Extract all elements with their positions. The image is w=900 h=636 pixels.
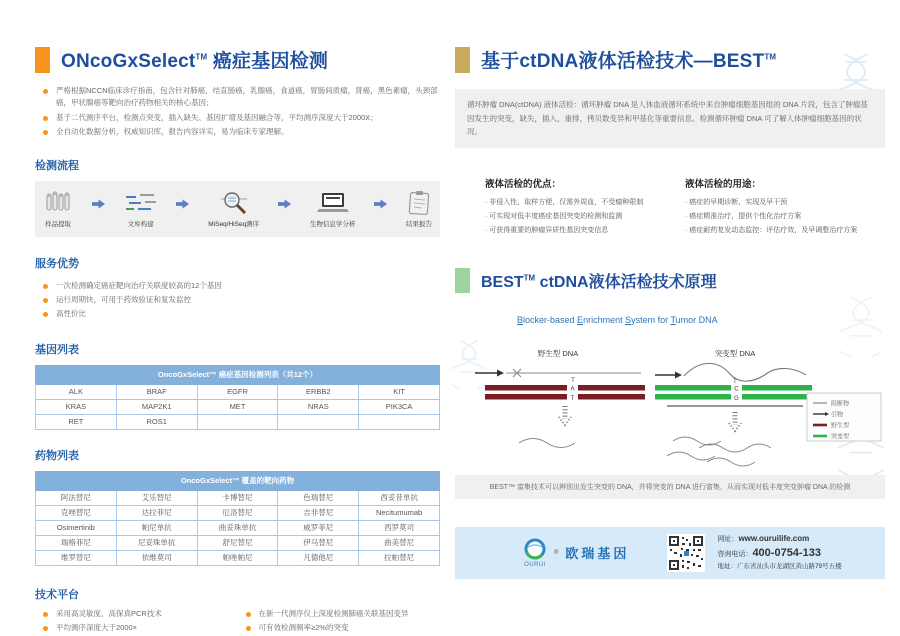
table-cell: RET	[36, 414, 117, 429]
table-cell: Necitumumab	[359, 505, 440, 520]
laptop-icon	[317, 190, 349, 216]
ourui-logo-icon	[523, 537, 547, 561]
process-step-sequencing	[208, 190, 259, 228]
contact-info	[717, 533, 841, 573]
table-cell: 卡博替尼	[197, 490, 278, 505]
biopsy-pros	[485, 176, 685, 238]
table-cell: 凡德他尼	[278, 550, 359, 565]
diagram-legend	[807, 393, 881, 441]
table-cell: 舒尼替尼	[197, 535, 278, 550]
arrow-right-icon	[176, 199, 189, 209]
subtitle-part: E	[577, 314, 584, 325]
report-clipboard-icon	[406, 190, 432, 216]
logo-mark	[523, 537, 547, 568]
table-cell: 曲美替尼	[359, 535, 440, 550]
best-principle-title-row	[455, 268, 885, 293]
mutant-anchor-base: T	[733, 378, 737, 385]
liquid-biopsy-lists	[455, 176, 885, 238]
process-step-library	[124, 190, 158, 228]
process-step-label: 文库构建	[127, 220, 154, 228]
wild-mismatch-base: T	[571, 377, 575, 384]
subtitle-part: locker-based	[523, 314, 578, 325]
drug-table	[35, 471, 440, 566]
company-logo	[523, 537, 629, 568]
table-cell: 西妥昔单抗	[359, 490, 440, 505]
table-row	[36, 399, 440, 414]
mutant-type-label: 突变型 DNA	[714, 348, 756, 358]
table-cell: 维罗替尼	[36, 550, 117, 565]
mutant-base-top: C	[734, 386, 739, 392]
table-cell: 拉帕替尼	[359, 550, 440, 565]
bullet-item: 平均测序深度大于2000×	[43, 622, 238, 634]
subtitle-part: nrichment	[583, 314, 626, 325]
table-row	[36, 535, 440, 550]
phone-label: 咨询电话：	[717, 551, 753, 559]
mutant-base-bottom: G	[734, 395, 739, 402]
bullet-item: 一次检测确定癌症靶向治疗关联度较高的12个基因	[43, 280, 440, 292]
subtitle-part: B	[517, 314, 524, 325]
table-cell: KRAS	[36, 399, 117, 414]
table-cell	[278, 414, 359, 429]
bullet-item: 运行周期快，可用于药效验证和复发监控	[43, 294, 440, 306]
advantages-bullet-list	[43, 280, 440, 321]
uses-list	[685, 196, 879, 238]
table-cell: MET	[197, 399, 278, 414]
table-cell: 色瑞替尼	[278, 490, 359, 505]
platform-bullets-right	[246, 608, 441, 636]
process-step-label: MiSeq/HiSeq测序	[208, 220, 260, 228]
address-line	[717, 562, 841, 572]
bullet-item: 基于二代测序平台，检测点突变，插入缺失、基因扩增及基因融合等，平均测序深度大于2000X；	[43, 112, 440, 124]
table-cell: Osimertinib	[36, 520, 117, 535]
gene-table	[35, 365, 440, 430]
table-cell: 瑞格菲尼	[36, 535, 117, 550]
bullet-item: 在新一代测序仪上深度检测肺癌关联基因变异	[246, 608, 441, 620]
pros-list	[485, 196, 679, 238]
uses-heading: 液体活检的用途：	[685, 178, 762, 190]
legend-primer: 引物	[831, 412, 844, 418]
wild-type-label: 野生型 DNA	[537, 348, 579, 358]
section-heading-platform: 技术平台	[35, 588, 79, 601]
website-line	[717, 533, 841, 546]
bullet-item: 严格根据NCCN临床诊疗指南，包含针对肺癌，结直肠癌，乳腺癌，食道癌，胃肠间质瘤，肾癌，黑色素瘤，头颈部癌，甲状腺癌等靶向治疗药物相关的核心基因；	[43, 85, 440, 110]
bullet-item: 高性价比	[43, 308, 440, 320]
arrow-right-icon	[92, 199, 105, 209]
table-cell: 厄洛替尼	[197, 505, 278, 520]
title-accent-square	[455, 47, 470, 73]
table-cell: 曲妥珠单抗	[197, 520, 278, 535]
process-step-report	[406, 190, 432, 228]
subtitle-part: umor DNA	[675, 314, 718, 325]
bullet-item: · 癌症的早期诊断，实现及早干预	[685, 196, 879, 210]
process-step-sample	[43, 190, 73, 228]
table-cell: 克唑替尼	[36, 505, 117, 520]
registered-mark: ®	[554, 549, 559, 556]
table-cell: ERBB2	[278, 384, 359, 399]
qr-code	[667, 534, 705, 572]
process-step-label: 样品提取	[45, 220, 71, 228]
table-cell: 吉非替尼	[278, 505, 359, 520]
dna-fragments-icon	[124, 190, 158, 216]
table-cell: 尼妥珠单抗	[116, 535, 197, 550]
website-label: 网址：	[717, 535, 739, 543]
subtitle-part: T	[670, 314, 676, 325]
page-title-left: ONcoGxSelect™ 癌症基因检测	[61, 51, 329, 72]
phone-line	[717, 545, 841, 562]
table-cell: PIK3CA	[359, 399, 440, 414]
table-cell: EGFR	[197, 384, 278, 399]
trademark-mark: TM	[195, 52, 208, 62]
table-cell: 帕唑帕尼	[197, 550, 278, 565]
page-title-right: 基于ctDNA液体活检技术—BEST™	[481, 51, 777, 72]
sample-tubes-icon	[43, 190, 73, 216]
legend-blocker: 阻断物	[831, 401, 850, 407]
table-cell: KIT	[359, 384, 440, 399]
section-heading-advantages: 服务优势	[35, 257, 79, 270]
process-step-bioinformatics	[310, 190, 356, 228]
wild-base-bottom: T	[570, 395, 575, 402]
table-cell: 依维莫司	[116, 550, 197, 565]
table-cell: 帕尼单抗	[116, 520, 197, 535]
left-column	[35, 46, 440, 636]
table-row	[36, 384, 440, 399]
logo-sub-text: OURUI	[524, 562, 546, 568]
best-acronym-subtitle	[517, 315, 885, 325]
best-enrichment-note: BEST™ 富集技术可以辨别出发生突变的 DNA，并将突变的 DNA 进行富集，从而实现对低丰度突变肿瘤 DNA 的检测	[455, 475, 885, 499]
table-cell: ROS1	[116, 414, 197, 429]
trademark-mark: TM	[523, 273, 536, 283]
bullet-item: · 癌症精准治疗，提供个性化治疗方案	[685, 210, 879, 224]
drug-table-title: OncoGxSelect™ 覆盖的靶向药物	[36, 471, 440, 490]
ctdna-intro-paragraph: 循环肿瘤 DNA(ctDNA) 液体活检：循环肿瘤 DNA 是人体血液循环系统中来自肿瘤细胞基因组的 DNA 片段，包含了肿瘤基因发生的突变，缺失，插入，重排，拷贝数变异和甲基化等重要信息。检测循环肿瘤 DNA 可了解人体肿瘤细胞基因的状况。	[455, 89, 885, 148]
platform-columns	[35, 606, 440, 636]
footer-bar	[455, 527, 885, 579]
best-principle-title: BEST™ ctDNA液体活检技术原理	[481, 273, 717, 291]
table-cell: 伊马替尼	[278, 535, 359, 550]
right-column	[455, 46, 885, 579]
biopsy-uses	[685, 176, 885, 238]
section-heading-genes: 基因列表	[35, 343, 79, 356]
table-cell	[197, 414, 278, 429]
table-cell: 艾乐替尼	[116, 490, 197, 505]
section-heading-process: 检测流程	[35, 159, 79, 172]
table-row	[36, 414, 440, 429]
process-step-label: 结果报告	[405, 220, 432, 228]
section-heading-drugs: 药物列表	[35, 449, 79, 462]
process-flow	[35, 181, 440, 237]
bullet-item: · 癌症耐药复发动态监控：评估疗效，及早调整治疗方案	[685, 224, 879, 238]
bullet-item: · 可实现对低丰度癌症基因突变的检测和监测	[485, 210, 679, 224]
title-accent-square	[455, 268, 470, 293]
process-step-label: 生物信息学分析	[309, 220, 356, 228]
website-url: www.ouruilife.com	[738, 533, 810, 543]
table-cell: 西罗莫司	[359, 520, 440, 535]
bullet-item: · 可获得重要的肿瘤异质性基因突变信息	[485, 224, 679, 238]
legend-wild: 野生型	[831, 423, 850, 429]
gene-table-title: OncoGxSelect™ 癌症基因检测列表（共12个）	[36, 365, 440, 384]
table-cell: NRAS	[278, 399, 359, 414]
table-row	[36, 520, 440, 535]
table-row	[36, 550, 440, 565]
table-cell: MAP2K1	[116, 399, 197, 414]
company-name: 欧瑞基因	[565, 546, 630, 561]
subtitle-part: ystem for	[631, 314, 671, 325]
phone-number: 400-0754-133	[752, 547, 821, 560]
magnifier-dna-icon	[219, 190, 249, 216]
address-text: 广东省汕头市龙湖区黄山路79号五楼	[736, 563, 842, 571]
bullet-item: 可有效检测频率≥2%的突变	[246, 622, 441, 634]
table-cell: BRAF	[116, 384, 197, 399]
intro-bullet-list	[43, 85, 440, 139]
subtitle-part: S	[625, 314, 632, 325]
table-cell: 阿法替尼	[36, 490, 117, 505]
trademark-mark: TM	[764, 52, 777, 62]
bullet-item: · 非侵入性，取样方便，仅需外周血，不受瘤种限制	[485, 196, 679, 210]
oncogxselect-title-row	[35, 46, 440, 73]
wild-base-top: A	[570, 386, 575, 392]
pros-heading: 液体活检的优点：	[485, 178, 562, 190]
table-cell: 达拉菲尼	[116, 505, 197, 520]
bullet-item: 采用高灵敏度、高保真PCR技术	[43, 608, 238, 620]
bullet-item: 全自动化数据分析，权威知识库，报告内容详实，易为临床专家理解。	[43, 126, 440, 138]
arrow-right-icon	[278, 199, 291, 209]
table-cell: ALK	[36, 384, 117, 399]
address-label: 地址：	[717, 563, 737, 571]
table-row	[36, 505, 440, 520]
table-cell	[359, 414, 440, 429]
legend-mutant: 突变型	[831, 434, 850, 440]
table-row	[36, 490, 440, 505]
platform-bullets-left	[43, 608, 238, 636]
best-principle-diagram	[455, 343, 885, 471]
table-cell: 威罗菲尼	[278, 520, 359, 535]
title-accent-square	[35, 47, 50, 73]
arrow-right-icon	[374, 199, 387, 209]
ctdna-title-row	[455, 46, 885, 73]
